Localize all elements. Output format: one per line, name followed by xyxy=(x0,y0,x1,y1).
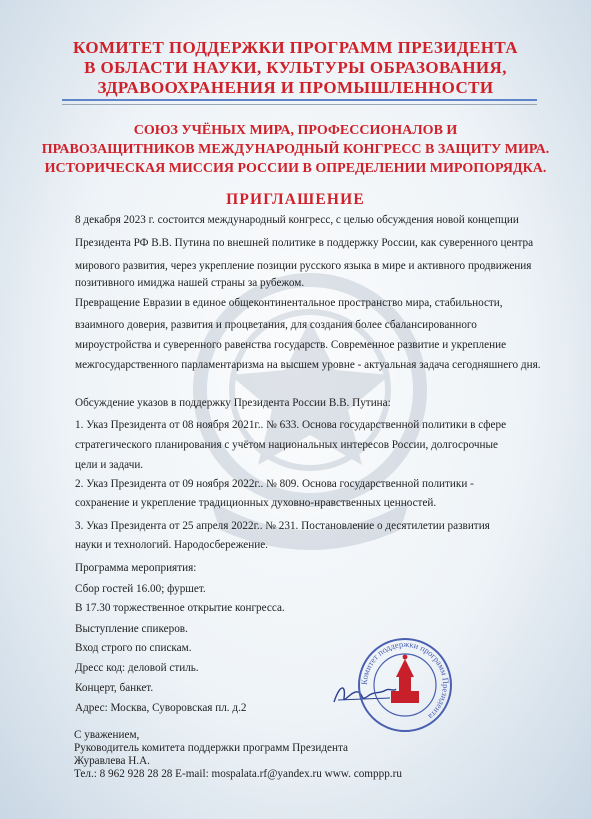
body-line: Обсуждение указов в поддержку Президента России В.В. Путина: xyxy=(75,397,391,409)
body-line: взаимного доверия, развития и процветания, для создания более сбалансированного xyxy=(75,319,477,331)
committee-heading-line: В ОБЛАСТИ НАУКИ, КУЛЬТУРЫ ОБРАЗОВАНИЯ, xyxy=(84,58,507,77)
union-heading xyxy=(0,121,591,178)
body-line: позитивного имиджа нашей страны за рубежом. xyxy=(75,277,305,289)
contact-line: Тел.: 8 962 928 28 28 E-mail: mospalata.rf@yandex.ru www. comppp.ru xyxy=(74,768,402,780)
committee-heading-line: КОМИТЕТ ПОДДЕРЖКИ ПРОГРАММ ПРЕЗИДЕНТА xyxy=(73,38,518,57)
program-item: В 17.30 торжественное открытие конгресса. xyxy=(75,602,285,614)
program-item: Выступление спикеров. xyxy=(75,623,188,635)
closing-line: Журавлева Н.А. xyxy=(74,755,150,767)
program-item: Дресс код: деловой стиль. xyxy=(75,662,199,674)
program-item: Концерт, банкет. xyxy=(75,682,154,694)
closing-line: С уважением, xyxy=(74,729,140,741)
body-line: мирового развития, через укрепление позиции русского языка в мире и активного продвижения xyxy=(75,260,532,272)
program-item: Вход строго по спискам. xyxy=(75,642,192,654)
closing-line: Руководитель комитета поддержки программ Президента xyxy=(74,742,348,754)
union-heading-line: СОЮЗ УЧЁНЫХ МИРА, ПРОФЕССИОНАЛОВ И xyxy=(133,123,458,138)
list-item: 2. Указ Президента от 09 ноября 2022г.. № 809. Основа государственной политики - xyxy=(75,478,474,490)
divider-gray xyxy=(62,104,537,105)
program-heading: Программа мероприятия: xyxy=(75,562,197,574)
list-item: 1. Указ Президента от 08 ноября 2021г.. № 633. Основа государственной политики в сфере xyxy=(75,419,507,431)
program-item: Сбор гостей 16.00; фуршет. xyxy=(75,583,206,595)
list-item: стратегического планирования с учётом национальных интересов России, долгосрочные xyxy=(75,439,498,451)
stamp-icon xyxy=(355,635,455,735)
list-item: науки и технологий. Народосбережение. xyxy=(75,539,268,551)
invitation-title: ПРИГЛАШЕНИЕ xyxy=(226,191,365,208)
body-line: Президента РФ В.В. Путина по внешней политике в поддержку России, как суверенного центра xyxy=(75,237,534,249)
address: Адрес: Москва, Суворовская пл. д.2 xyxy=(75,702,247,714)
union-heading-line: ПРАВОЗАЩИТНИКОВ МЕЖДУНАРОДНЫЙ КОНГРЕСС В ЗАЩИТУ МИРА. xyxy=(41,142,550,157)
list-item: сохранение и укрепление традиционных духовно-нравственных ценностей. xyxy=(75,497,437,509)
committee-heading xyxy=(0,38,591,98)
list-item: цели и задачи. xyxy=(75,459,144,471)
body-line: Превращение Евразии в единое общеконтинентальное пространство мира, стабильности, xyxy=(75,297,503,309)
divider-blue xyxy=(62,99,537,101)
committee-heading-line: ЗДРАВООХРАНЕНИЯ И ПРОМЫШЛЕННОСТИ xyxy=(97,78,494,97)
body-line: мироустройства и суверенного равенства государств. Современное развитие и укрепление xyxy=(75,339,507,351)
list-item: 3. Указ Президента от 25 апреля 2022г.. № 231. Постановление о десятилетии развития xyxy=(75,520,490,532)
union-heading-line: ИСТОРИЧЕСКАЯ МИССИЯ РОССИИ В ОПРЕДЕЛЕНИИ МИРОПОРЯДКА. xyxy=(44,161,547,176)
body-line: межгосударственного парламентаризма на высшем уровне - актуальная задача сегодняшнего дня. xyxy=(75,359,541,371)
stamp-text: Комитет поддержки программ Президента xyxy=(358,638,452,722)
body-line: 8 декабря 2023 г. состоится международный конгресс, с целью обсуждения новой концепции xyxy=(75,214,519,226)
